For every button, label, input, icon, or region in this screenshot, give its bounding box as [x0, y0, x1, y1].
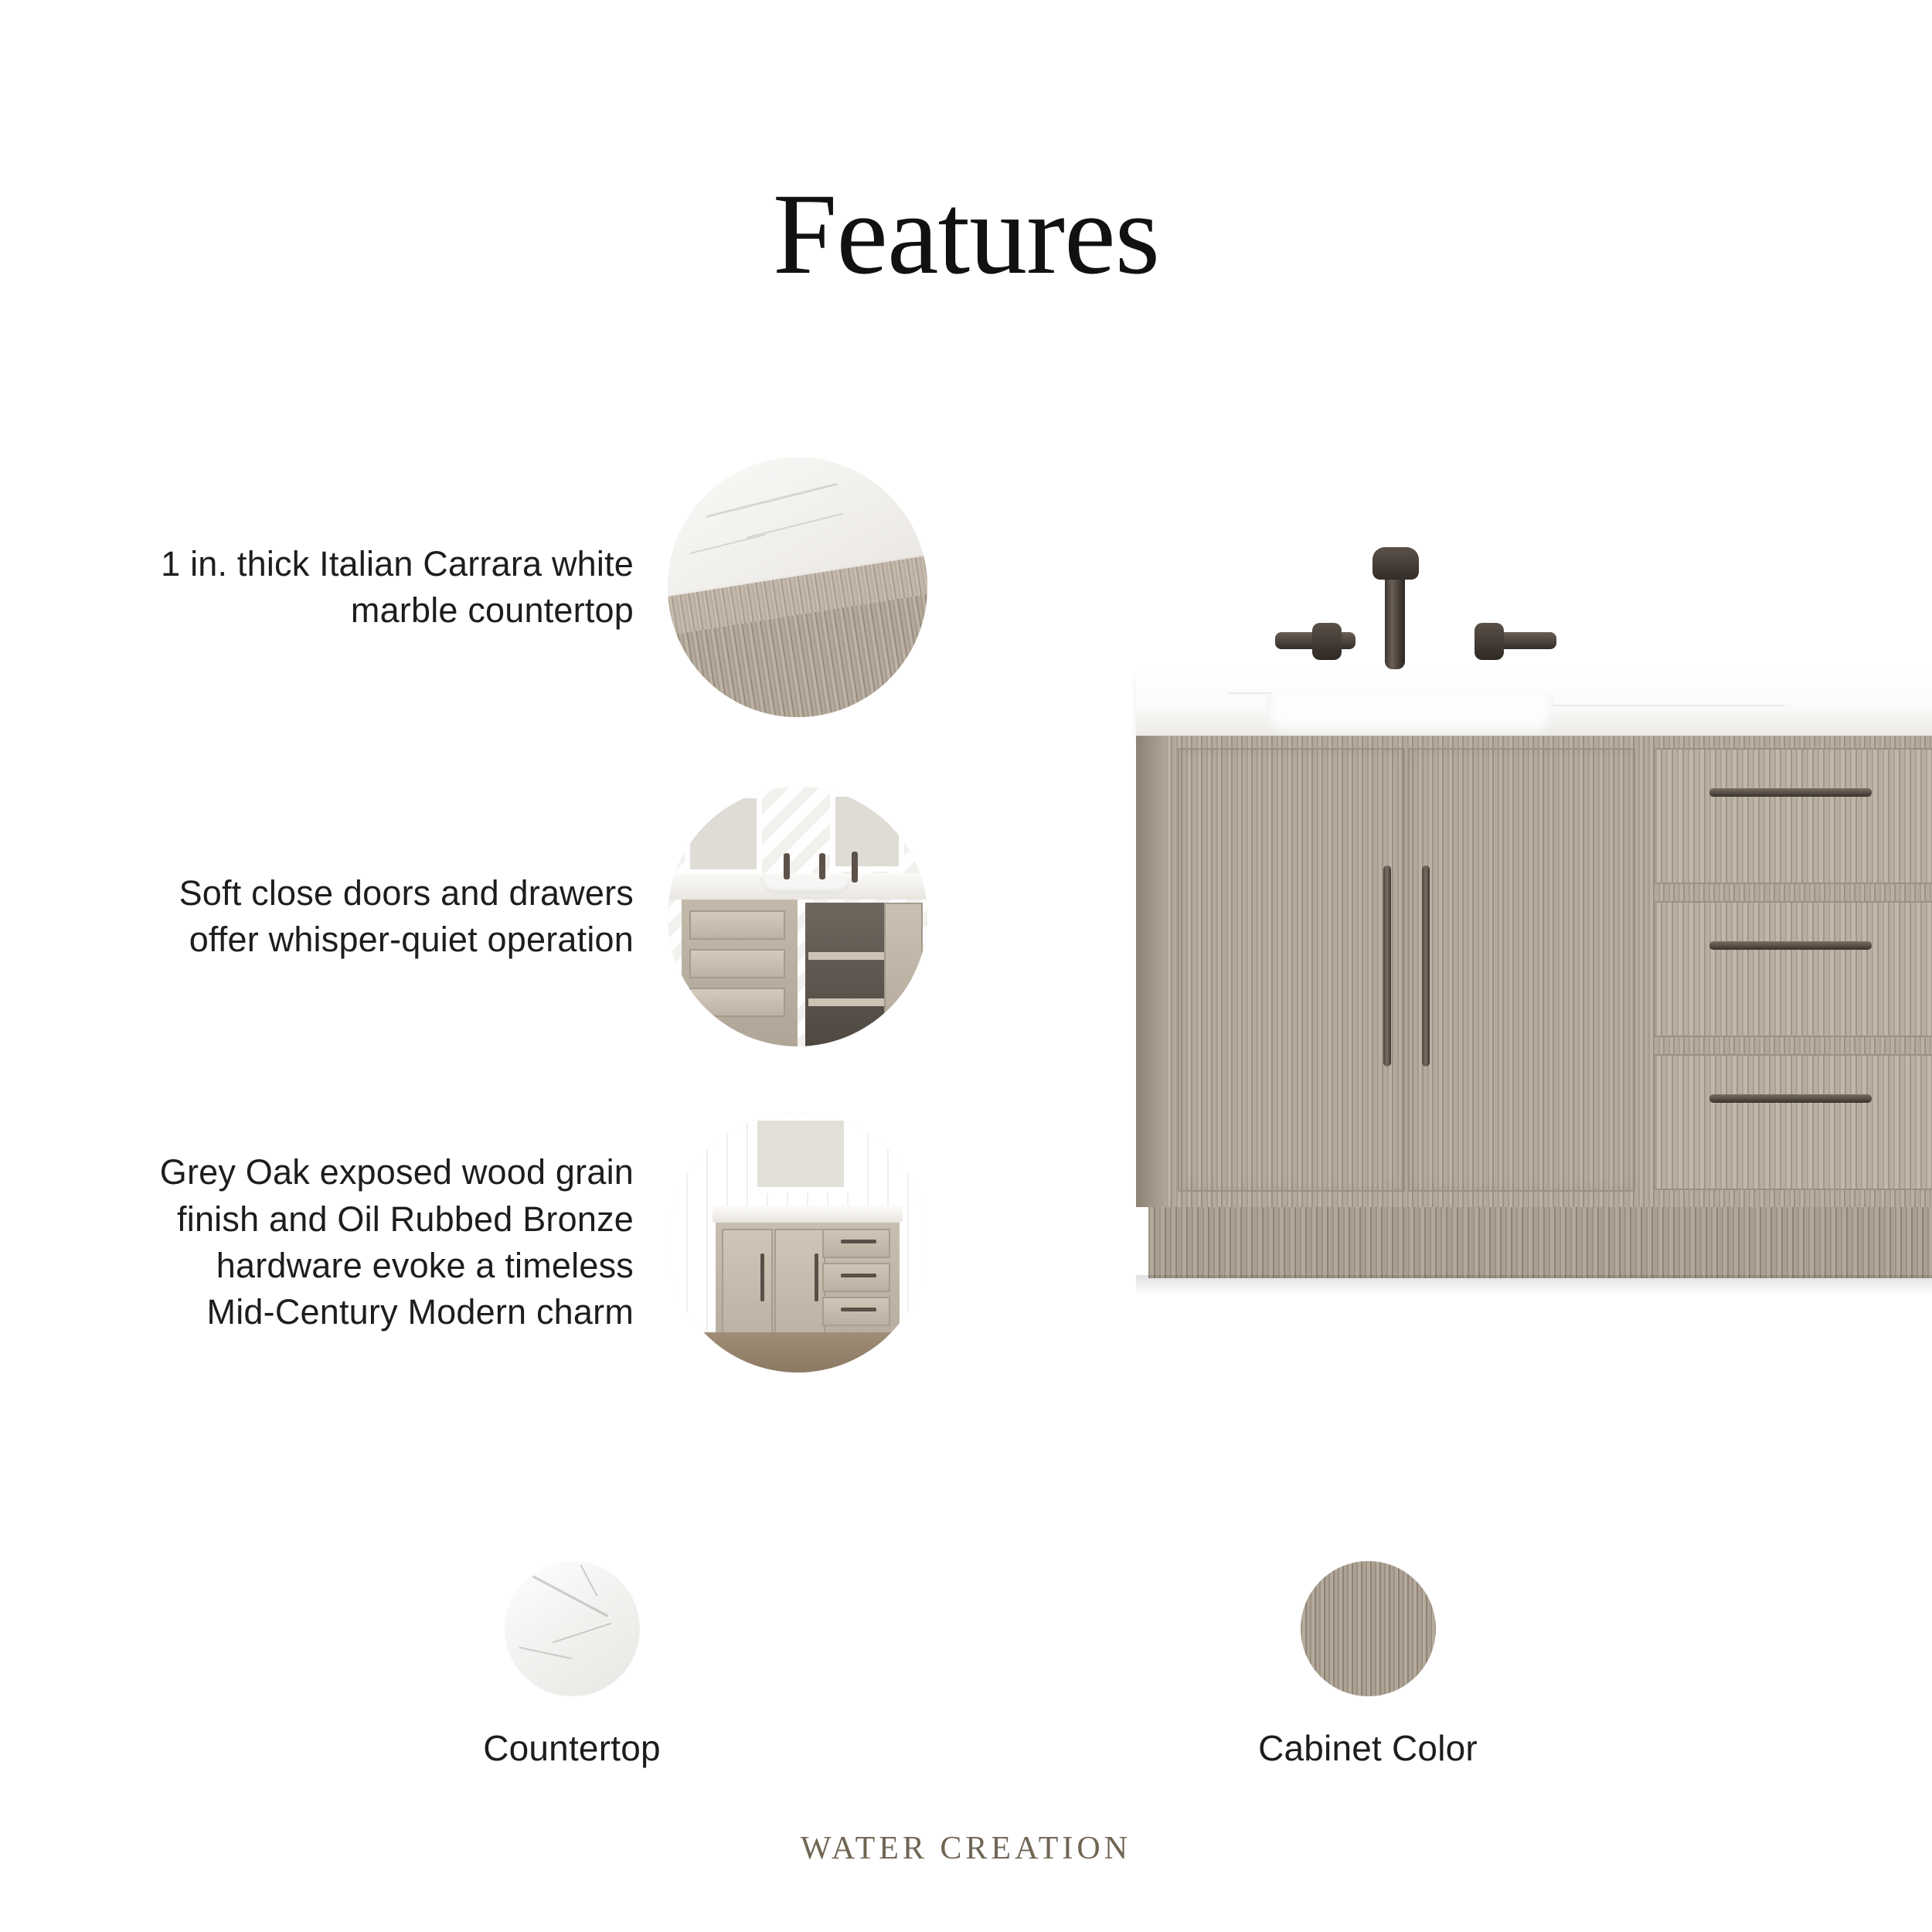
cabinet-door-left	[1178, 748, 1405, 1192]
faucet-valve-right	[1475, 623, 1504, 660]
cabinet-drawer-bottom	[1654, 1054, 1932, 1190]
cabinet-door-right	[1408, 748, 1635, 1192]
swatch-countertop	[433, 1561, 711, 1769]
countertop-swatch-icon	[505, 1561, 640, 1696]
cabinet-drawer-top	[1654, 748, 1932, 884]
drawer-handle-middle	[1709, 941, 1872, 950]
page-title: Features	[772, 170, 1160, 298]
cabinet-side-frame	[1136, 736, 1167, 1207]
feature-row-soft-close	[139, 787, 927, 1046]
faucet-head	[1372, 547, 1419, 580]
brand-wordmark: WATER CREATION	[800, 1831, 1132, 1866]
marble-countertop-edge-thumbnail	[668, 457, 927, 717]
full-vanity-thumbnail	[668, 1113, 927, 1372]
door-handle-right	[1422, 866, 1430, 1066]
drawer-handle-top	[1709, 788, 1872, 797]
feature-text-countertop: 1 in. thick Italian Carrara white marble countertop	[161, 543, 634, 630]
feature-text-grey-oak: Grey Oak exposed wood grain finish and Oil Rubbed Bronze hardware evoke a timeless Mid-Century Modern charm	[159, 1152, 634, 1332]
faucet-valve-left	[1312, 623, 1342, 660]
floor-shadow	[1136, 1275, 1932, 1295]
cabinet-color-swatch-icon	[1301, 1561, 1436, 1696]
feature-row-countertop	[139, 457, 927, 717]
door-handle-left	[1383, 866, 1391, 1066]
cabinet-toe-kick	[1148, 1207, 1932, 1278]
undermount-sink	[1267, 692, 1553, 736]
swatch-cabinet-color	[1229, 1561, 1507, 1769]
countertop-swatch-label: Countertop	[483, 1728, 661, 1768]
feature-text-soft-close: Soft close doors and drawers offer whisper-quiet operation	[179, 872, 634, 959]
drawer-handle-bottom	[1709, 1094, 1872, 1103]
product-photo	[1113, 541, 1932, 1376]
cabinet-drawer-middle	[1654, 901, 1932, 1037]
open-drawers-vanity-thumbnail	[668, 787, 927, 1046]
cabinet-color-swatch-label: Cabinet Color	[1258, 1728, 1478, 1768]
feature-row-grey-oak	[139, 1113, 927, 1372]
